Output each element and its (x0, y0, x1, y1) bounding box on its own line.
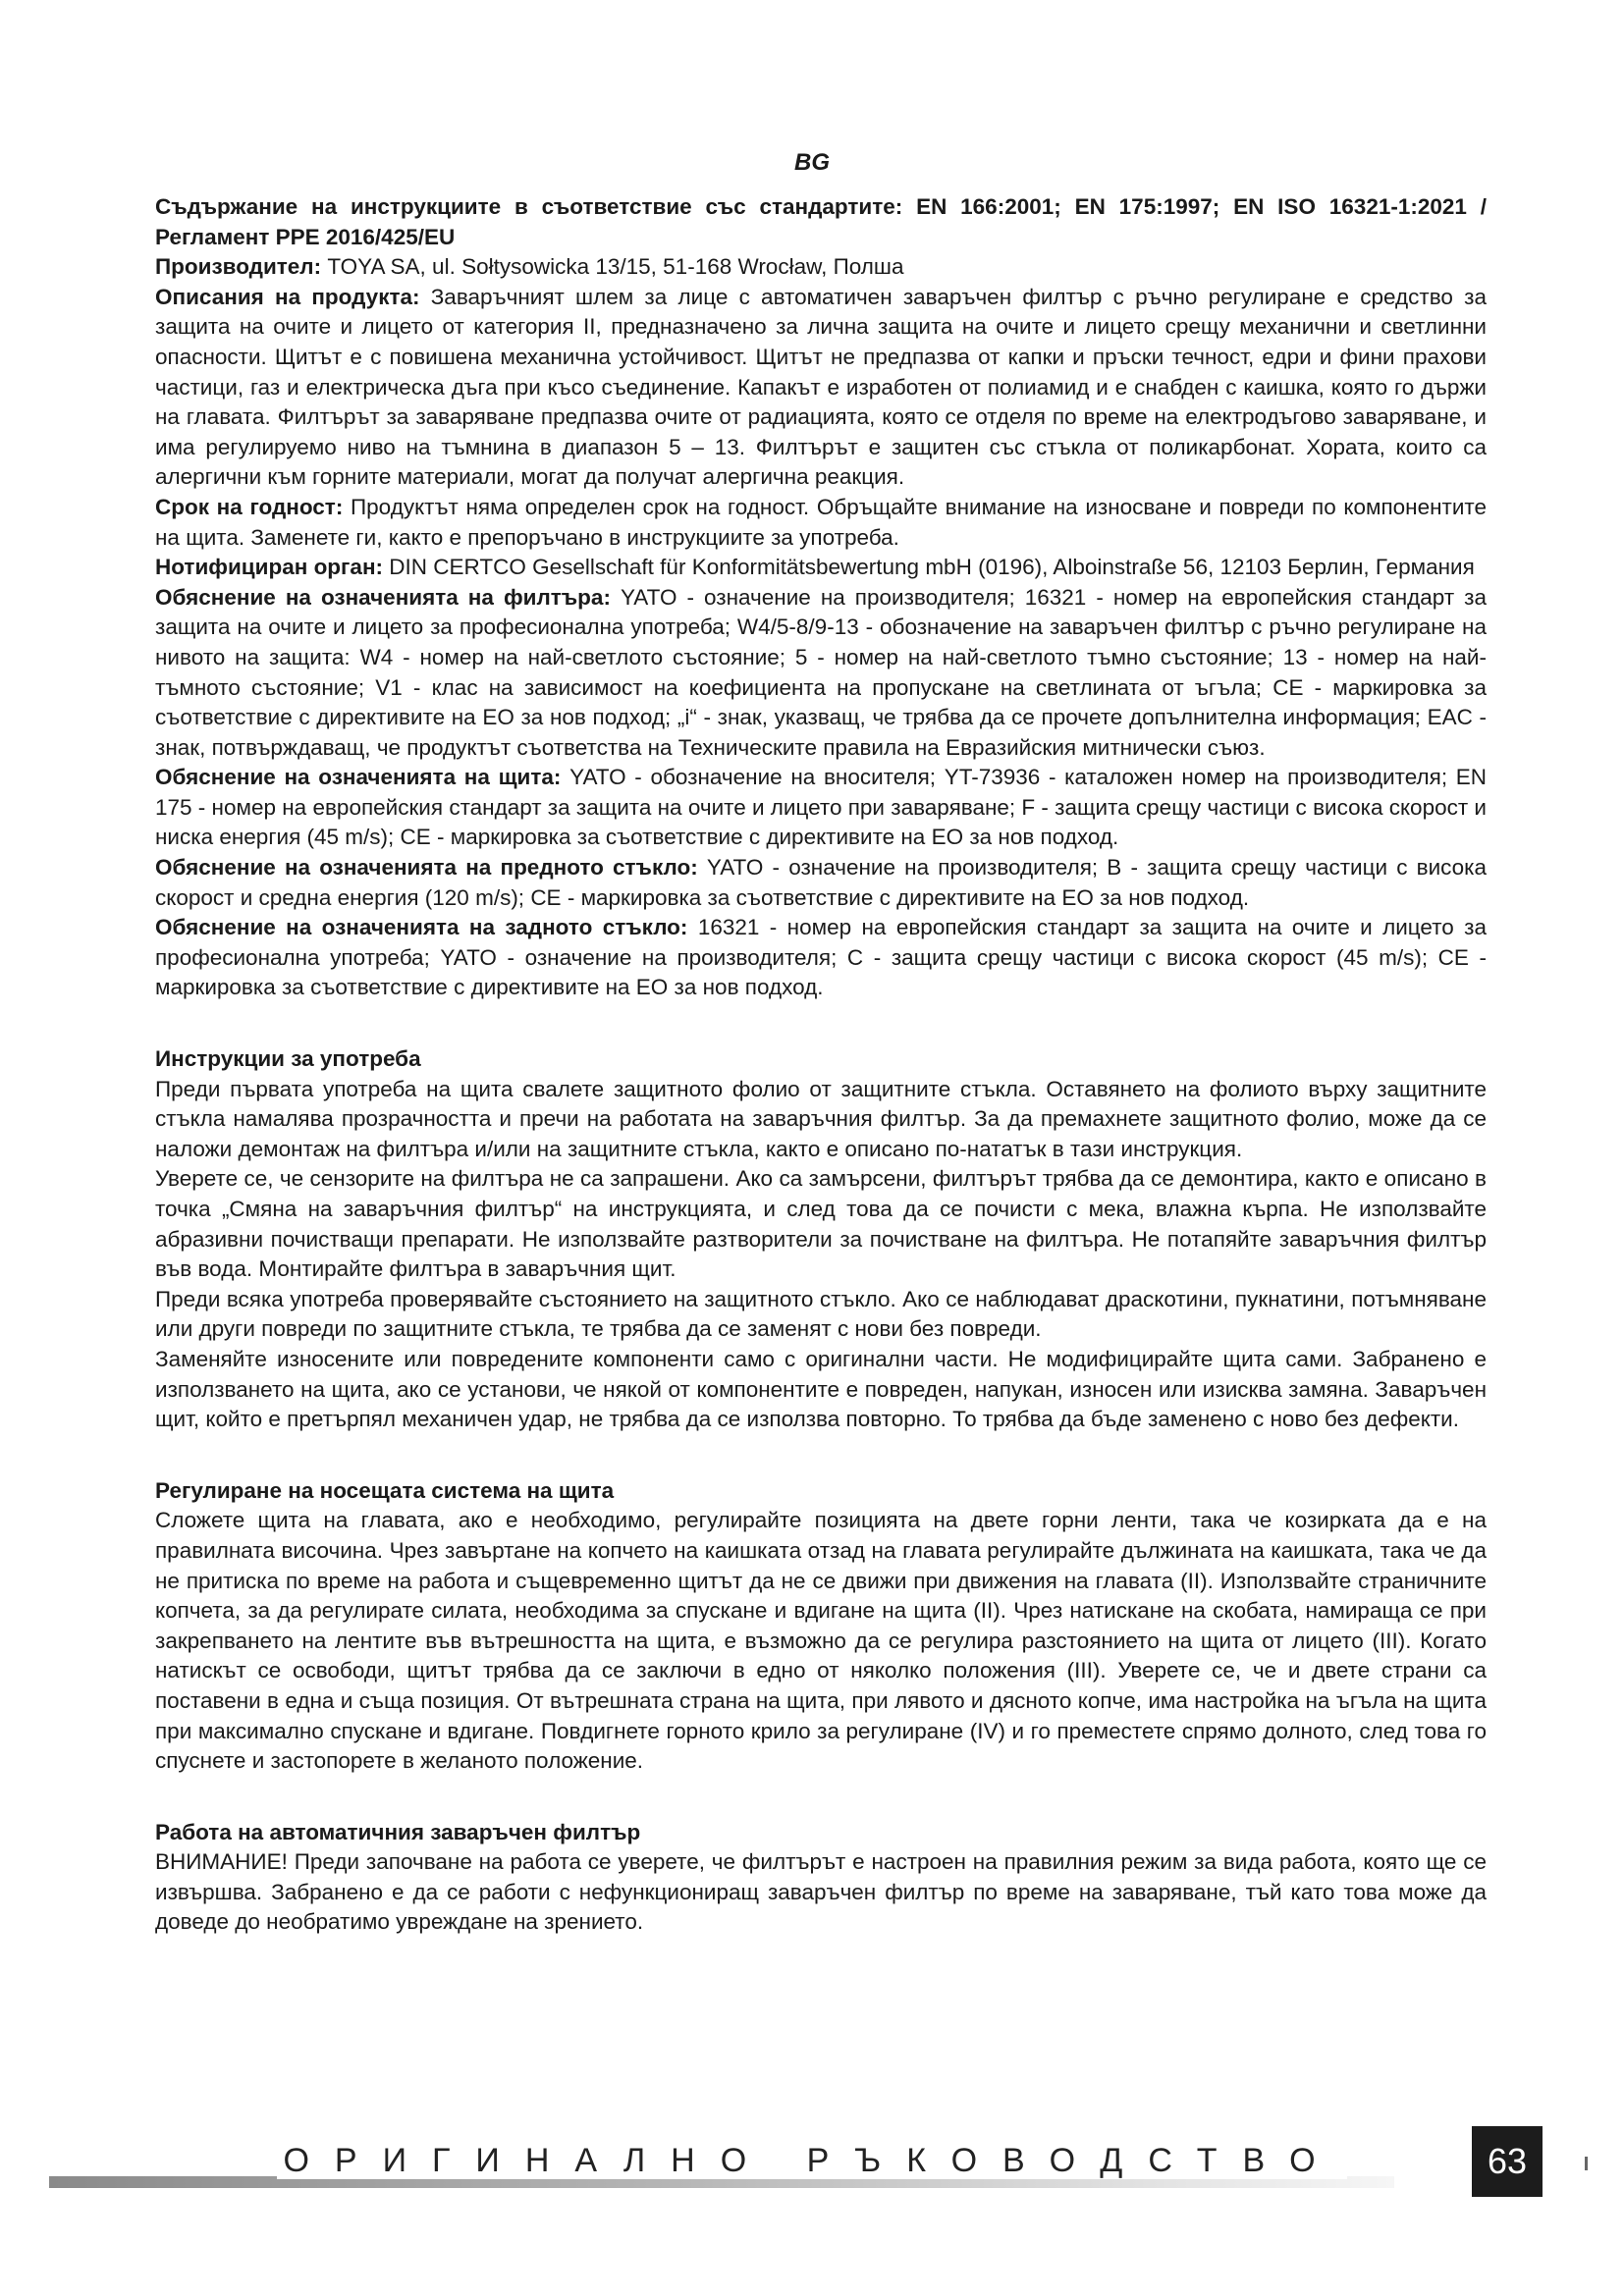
auto-filter-heading: Работа на автоматичния заваръчен филтър (155, 1819, 641, 1844)
section-text: TOYA SA, ul. Sołtysowicka 13/15, 51-168 Wrocław, Полша (321, 254, 904, 280)
adjust-heading: Регулиране на носещата система на щита (155, 1477, 615, 1503)
section-text: Заваръчният шлем за лице с автоматичен заваръчен филтър с ръчно регулиране е средство за защита на очите и лицето от категория II, предназначено за лична защита на очите и лицето срещу механични и светлинни опасности. Щитът е с повишена механична устойчивост. Щитът не предпазва от капки и пръски течност, едри и фини прахови частици, газ и електрическа дъга при късо съединение. Капакът е изработен от полиамид и е снабден с каишка, която го държи на главата. Филтърът за заваряване предпазва очите от радиацията, която се отделя по време на електродъгово заваряване, и има регулируемо ниво на тъмнина в диапазон 5 – 13. Филтърът е защитен със стъкла от поликарбонат. Хората, които са алергични към горните материали, могат да получат алергична реакция. (155, 284, 1487, 490)
section-label: Обяснение на означенията на филтъра: (155, 584, 611, 610)
section-label: Срок на годност: (155, 494, 344, 519)
footer-title (0, 2142, 1624, 2180)
standards-section (155, 192, 1487, 252)
product-description-section (155, 283, 1487, 493)
document-body (155, 192, 1487, 1938)
section-label: Описания на продукта: (155, 284, 420, 309)
section-text: 16321 - номер на европейския стандарт за защита на очите и лицето за професионална употреба; YATO - означение на производителя; C - защита срещу частици с висока скорост (45 m/s); CE - маркировка за съответствие с директивите на ЕО за нов подход. (155, 915, 1487, 1000)
page-number: 63 (1472, 2126, 1543, 2197)
section-text: DIN CERTCO Gesellschaft für Konformitätsbewertung mbH (0196), Alboinstraße 56, 12103 Берлин, Германия (383, 555, 1475, 580)
section-label: Обяснение на означенията на щита: (155, 765, 562, 790)
usage-paragraph: Уверете се, че сензорите на филтъра не са запрашени. Ако са замърсени, филтърът трябва да се демонтира, както е описано в точка „Смяна на заваръчния филтър“ на инструкцията, и след това да се почисти с мека, влажна кърпа. Не използвайте абразивни почистващи препарати. Не използвайте разтворители за почистване на филтъра. Не потапяйте заваръчния филтър във вода. Монтирайте филтъра в заваръчния щит. (155, 1166, 1487, 1282)
section-label: Обяснение на означенията на предното стъкло: (155, 855, 698, 881)
filter-markings-section (155, 583, 1487, 764)
section-label: Нотифициран орган: (155, 555, 384, 580)
section-text: Продуктът няма определен срок на годност. Обръщайте внимание на износване и повреди по компонентите на щита. Заменете ги, както е препоръчано в инструкциите за употреба. (155, 494, 1487, 550)
rear-glass-markings-section (155, 913, 1487, 1003)
usage-paragraph: Преди всяка употреба проверявайте състоянието на защитното стъкло. Ако се наблюдават драскотини, пукнатини, потъмняване или други повреди по защитните стъкла, те трябва да се заменят с нови без повреди. (155, 1286, 1487, 1342)
front-glass-markings-section (155, 853, 1487, 913)
footer-title-text: ОРИГИНАЛНО РЪКОВОДСТВО (277, 2142, 1346, 2179)
section-text: YATO - означение на производителя; 16321 - номер на европейския стандарт за защита на очите и лицето за професионална употреба; W4/5-8/9-13 - обозначение на заваръчен филтър с ръчно регулиране на нивото на защита: W4 - номер на най-светлото състояние; 5 - номер на най-светлото тъмно състояние; 13 - номер на най-тъмното състояние; V1 - клас на зависимост на коефициента на пропускане на светлината от ъгъла; CE - маркировка за съответствие с директивите на ЕО за нов подход; „i“ - знак, указващ, че трябва да се прочете допълнителна информация; EAC - знак, потвърждаващ, че продуктът съответства на Техническите правила на Евразийския митнически съюз. (155, 584, 1487, 760)
section-label: Съдържание на инструкциите в съответствие със стандартите: EN 166:2001; EN 175:1997; EN ISO 16321-1:2021 / Регламент PPE 2016/425/EU (155, 194, 1487, 249)
notified-body-section (155, 553, 1487, 583)
shield-markings-section (155, 763, 1487, 853)
section-text: YATO - означение на производителя; B - защита срещу частици с висока скорост и средна енергия (120 m/s); CE - маркировка за съответствие с директивите на ЕО за нов подход. (155, 855, 1487, 910)
section-text: YATO - обозначение на вносителя; YT-73936 - каталожен номер на производителя; EN 175 - номер на европейския стандарт за защита на очите и лицето при заваряване; F - защита срещу частици с висока скорост и ниска енергия (45 m/s); CE - маркировка за съответствие с директивите на ЕО за нов подход. (155, 765, 1488, 850)
usage-paragraph: Преди първата употреба на щита свалете защитното фолио от защитните стъкла. Оставянето на фолиото върху защитните стъкла намалява прозрачността и пречи на работата на заваръчния филтър. За да премахнете защитното фолио, може да се наложи демонтаж на филтъра и/или на защитните стъкла, както е описано по-нататък в тази инструкция. (155, 1076, 1487, 1161)
shelf-life-section (155, 493, 1487, 553)
page-edge-mark (1585, 2157, 1588, 2170)
manufacturer-section (155, 252, 1487, 283)
auto-filter-paragraph: ВНИМАНИЕ! Преди започване на работа се уверете, че филтърът е настроен на правилния режим за вида работа, която ще се извършва. Забранено е да се работи с нефункциониращ заваръчен филтър по време на заваряване, тъй като това може да доведе до необратимо увреждане на зрението. (155, 1849, 1487, 1935)
language-tag: BG (794, 149, 830, 176)
section-label: Производител: (155, 254, 322, 280)
adjust-paragraph: Сложете щита на главата, ако е необходимо, регулирайте позицията на двете горни ленти, така че козирката да е на правилната височина. Чрез завъртане на копчето на каишката отзад на главата регулирайте дължината на каишката, така че да не притиска по време на работа и същевременно щитът да не се движи при движения на главата (II). Използвайте страничните копчета, за да регулирате силата, необходима за спускане и вдигане на щита (II). Чрез натискане на скобата, намираща се при закрепването на лентите във вътрешността на щита, е възможно да се регулира разстоянието на щита от лицето (III). Когато натискът се освободи, щитът трябва да се заключи в едно от няколко положения (III). Уверете се, че и двете страни са поставени в една и съща позиция. От вътрешната страна на щита, при лявото и дясното копче, има настройка на ъгъла на щита при максимално спускане и вдигане. Повдигнете горното крило за регулиране (IV) и го преместете спрямо долното, след това го спуснете и застопорете в желаното положение. (155, 1508, 1487, 1774)
usage-heading: Инструкции за употреба (155, 1046, 421, 1072)
usage-paragraph: Заменяйте износените или повредените компоненти само с оригинални части. Не модифицирайте щита сами. Забранено е използването на щита, ако се установи, че някой от компонентите е повреден, напукан, износен или изисква замяна. Заваръчен щит, който е претърпял механичен удар, не трябва да се използва повторно. То трябва да бъде заменено с ново без дефекти. (155, 1346, 1487, 1432)
section-label: Обяснение на означенията на задното стъкло: (155, 915, 688, 940)
